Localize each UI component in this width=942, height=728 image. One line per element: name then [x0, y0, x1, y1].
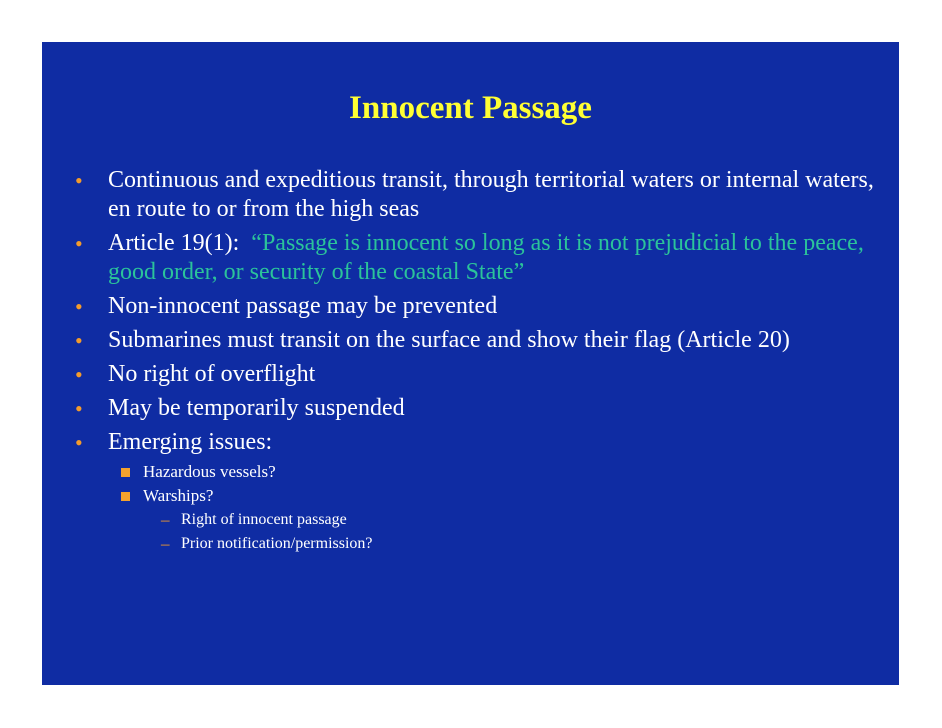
article-quote: “Passage is innocent so long as it is not prejudicial to the peace, good order, or security of the coastal State” [108, 230, 864, 285]
bullet-item [75, 292, 888, 321]
bullet-list [75, 166, 888, 561]
square-bullet-icon [121, 492, 130, 501]
sub-bullet-item [143, 484, 888, 508]
bullet-text: Non-innocent passage may be prevented [108, 293, 498, 319]
bullet-item [75, 229, 888, 287]
bullet-text: Emerging issues: [108, 429, 273, 455]
bullet-marker: • [75, 294, 83, 319]
bullet-marker: • [75, 396, 83, 421]
bullet-item [75, 326, 888, 355]
bullet-item [75, 166, 888, 224]
sub-sub-bullet-text: Right of innocent passage [181, 511, 347, 528]
sub-sub-bullet-item [161, 508, 888, 532]
bullet-text: Submarines must transit on the surface and show their flag (Article 20) [108, 327, 790, 353]
sub-bullet-text: Warships? [143, 486, 214, 505]
bullet-text: No right of overflight [108, 361, 316, 387]
sub-bullet-text: Hazardous vessels? [143, 462, 276, 481]
dash-marker: – [161, 534, 170, 553]
slide-title: Innocent Passage [349, 90, 592, 126]
bullet-marker: • [75, 231, 83, 256]
bullet-marker: • [75, 328, 83, 353]
sub-sub-bullet-text: Prior notification/permission? [181, 535, 373, 552]
bullet-marker: • [75, 168, 83, 193]
bullet-item [75, 394, 888, 423]
bullet-marker: • [75, 430, 83, 455]
square-bullet-icon [121, 468, 130, 477]
bullet-text: Continuous and expeditious transit, through territorial waters or internal waters, en route to or from the high seas [108, 167, 874, 222]
sub-sub-bullet-item [161, 532, 888, 556]
bullet-text: Article 19(1): [108, 230, 252, 256]
bullet-marker: • [75, 362, 83, 387]
slide [42, 42, 899, 685]
bullet-item [75, 360, 888, 389]
bullet-text: May be temporarily suspended [108, 395, 405, 421]
bullet-item [75, 428, 888, 556]
dash-marker: – [161, 510, 170, 529]
sub-bullet-item [143, 460, 888, 484]
